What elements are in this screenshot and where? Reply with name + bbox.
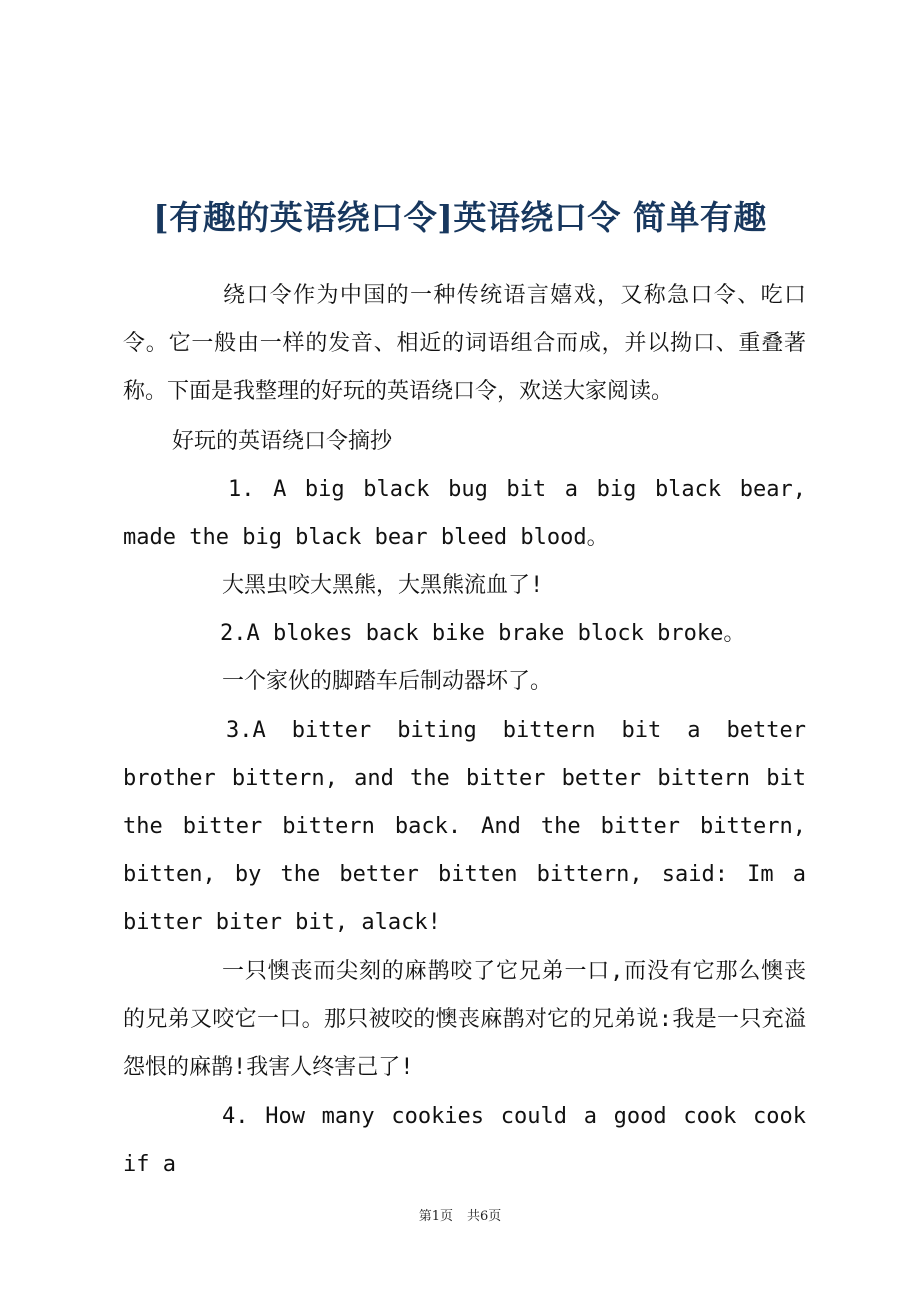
section-heading: 好玩的英语绕口令摘抄 — [172, 429, 393, 454]
item-2-chinese: 一个家伙的脚踏车后制动器坏了。 — [222, 669, 553, 694]
item-4-english: 4. How many cookies could a good cook cook if a — [123, 1104, 806, 1177]
item-1-english: 1. A big black bug bit a big black bear, made the big black bear bleed blood。 — [123, 477, 806, 550]
item-3-english: 3.A bitter biting bittern bit a better brother bittern, and the bitter better bittern bit the bitter bittern back. And the bitter bittern, bitten, by the better bitten bittern, said: Im a bitter biter bit, alack! — [123, 718, 806, 935]
document-title: [有趣的英语绕口令]英语绕口令 简单有趣 — [153, 198, 767, 237]
item-3-chinese: 一只懊丧而尖刻的麻鹊咬了它兄弟一口,而没有它那么懊丧的兄弟又咬它一口。那只被咬的懊丧麻鹊对它的兄弟说:我是一只充溢怨恨的麻鹊!我害人终害己了! — [123, 959, 806, 1080]
item-1-chinese: 大黑虫咬大黑熊，大黑熊流血了! — [222, 573, 544, 598]
page-total: 共6页 — [467, 1209, 502, 1224]
intro-paragraph: 绕口令作为中国的一种传统语言嬉戏，又称急口令、吃口令。它一般由一样的发音、相近的词语组合而成，并以拗口、重叠著称。下面是我整理的好玩的英语绕口令，欢送大家阅读。 — [123, 283, 806, 404]
page-footer — [0, 1205, 920, 1224]
page-number: 第1页 — [418, 1209, 453, 1224]
item-2-english: 2.A blokes back bike brake block broke。 — [220, 621, 746, 646]
